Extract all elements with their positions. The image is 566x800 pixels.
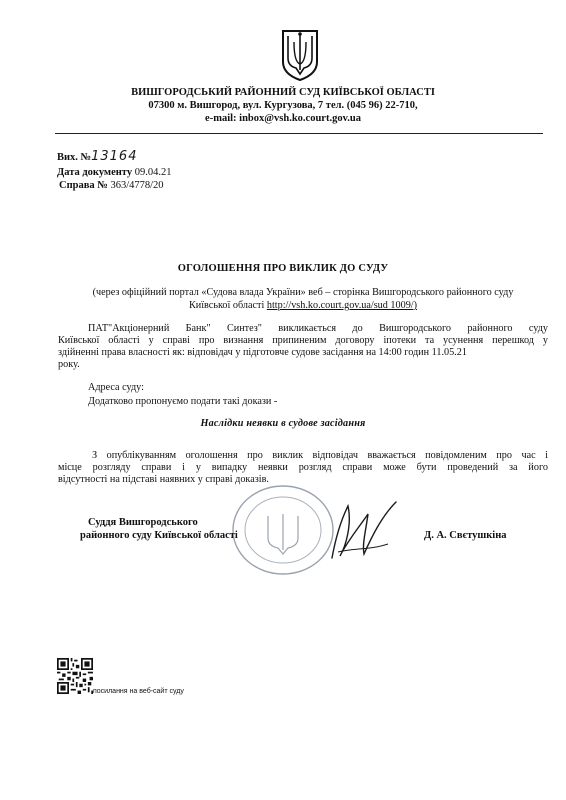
- consequences-line-1: З опублікуванням оголошення про виклик відповідач вважається повідомленим про час і: [92, 450, 548, 461]
- case-value: 363/4778/20: [110, 180, 164, 191]
- case-label: Справа №: [59, 180, 108, 191]
- judge-name: Д. А. Свєтушкіна: [424, 530, 507, 541]
- court-address: 07300 м. Вишгород, вул. Кургузова, 7 тел. (045 96) 22-710,: [148, 100, 418, 111]
- consequences-line-2: місце розгляду справи і у випадку неявки розгляд справи може бути проведений за його: [58, 462, 548, 473]
- judge-position-line-1: Суддя Вишгородського: [88, 517, 198, 528]
- notice-title: ОГОЛОШЕННЯ ПРО ВИКЛИК ДО СУДУ: [177, 263, 389, 274]
- consequences-title: Наслідки неявки в судове засідання: [200, 418, 366, 429]
- court-email: e-mail: inbox@vsh.ko.court.gov.ua: [205, 113, 361, 124]
- court-name: ВИШГОРОДСЬКИЙ РАЙОННИЙ СУД КИЇВСЬКОЇ ОБЛАСТІ: [131, 87, 435, 98]
- qr-code-icon[interactable]: [57, 658, 93, 694]
- portal-link[interactable]: http://vsh.ko.court.gov.ua/sud 1009/): [266, 300, 418, 311]
- outgoing-number-row: [57, 150, 137, 164]
- document-date-row: [57, 166, 171, 179]
- judge-position-line-2: районного суду Київської області: [80, 530, 238, 541]
- case-number-row: [59, 179, 164, 192]
- outgoing-number: 13164: [91, 149, 138, 164]
- consequences-line-3: відсутності на підставі наявних у справі доказів.: [58, 474, 269, 485]
- qr-caption: посилання на веб-сайт суду: [93, 688, 184, 695]
- header-divider: [55, 133, 543, 134]
- summons-line-4: року.: [58, 359, 80, 370]
- summons-line-1: ПАТ"Акціонерний Банк" Синтез" викликається до Вишгородського районного суду: [88, 323, 548, 334]
- coat-of-arms-icon: [280, 28, 320, 82]
- portal-line-1: (через офіційний портал «Судова влада України» веб – сторінка Вишгородського районного суду: [92, 287, 514, 298]
- date-label: Дата документу: [57, 167, 133, 178]
- court-address-label: Адреса суду:: [88, 382, 144, 393]
- outgoing-label: Вих. №: [57, 152, 92, 163]
- summons-line-2: Київської області у справі про визнання припиненим договору іпотеки та усунення перешкод у: [58, 335, 548, 346]
- summons-line-3: здійненні права власності як: відповідач у підготовче судове засідання на 14:00 годин 11.05.21: [58, 347, 467, 358]
- evidence-line: Додатково пропонуємо подати такі докази -: [88, 396, 278, 407]
- date-value: 09.04.21: [134, 167, 172, 178]
- portal-line-2: [58, 300, 548, 312]
- judge-signature: [318, 496, 408, 566]
- portal-prefix: Київської області: [188, 300, 267, 311]
